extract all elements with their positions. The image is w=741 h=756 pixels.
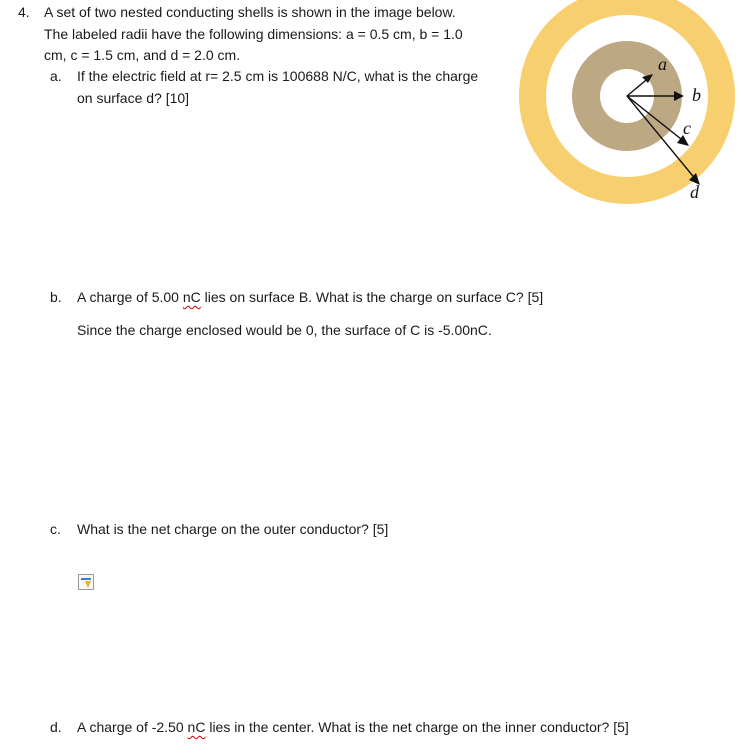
- nested-shells-figure: [518, 0, 741, 212]
- part-a-label: a.: [50, 68, 62, 84]
- intro-line-1: A set of two nested conducting shells is shown in the image below.: [44, 4, 456, 20]
- label-d: d: [690, 182, 699, 202]
- label-a: a: [658, 54, 667, 74]
- part-d-text-after: lies in the center. What is the net charge on the inner conductor? [5]: [205, 719, 629, 735]
- question-number: 4.: [18, 4, 30, 20]
- part-b-text-after: lies on surface B. What is the charge on surface C? [5]: [200, 289, 544, 305]
- part-d-label: d.: [50, 719, 62, 735]
- part-b-question: [77, 287, 543, 307]
- part-c-label: c.: [50, 521, 61, 537]
- part-b-text-before: A charge of 5.00: [77, 289, 183, 305]
- part-c-question: What is the net charge on the outer conductor? [5]: [77, 521, 389, 537]
- intro-line-2: The labeled radii have the following dimensions: a = 0.5 cm, b = 1.0: [44, 26, 463, 42]
- part-a-line-1: If the electric field at r= 2.5 cm is 100688 N/C, what is the charge: [77, 68, 479, 84]
- part-b-answer: Since the charge enclosed would be 0, the surface of C is -5.00nC.: [77, 322, 492, 338]
- label-b: b: [692, 85, 701, 105]
- part-b-label: b.: [50, 289, 62, 305]
- part-d-question: [77, 717, 629, 737]
- part-d-unit: nC: [187, 719, 206, 735]
- broken-image-icon[interactable]: [78, 574, 94, 590]
- label-c: c: [683, 118, 691, 138]
- intro-line-3: cm, c = 1.5 cm, and d = 2.0 cm.: [44, 47, 241, 63]
- part-b-unit: nC: [182, 289, 201, 305]
- part-a-line-2: on surface d? [10]: [77, 90, 190, 106]
- part-d-text-before: A charge of -2.50: [77, 719, 188, 735]
